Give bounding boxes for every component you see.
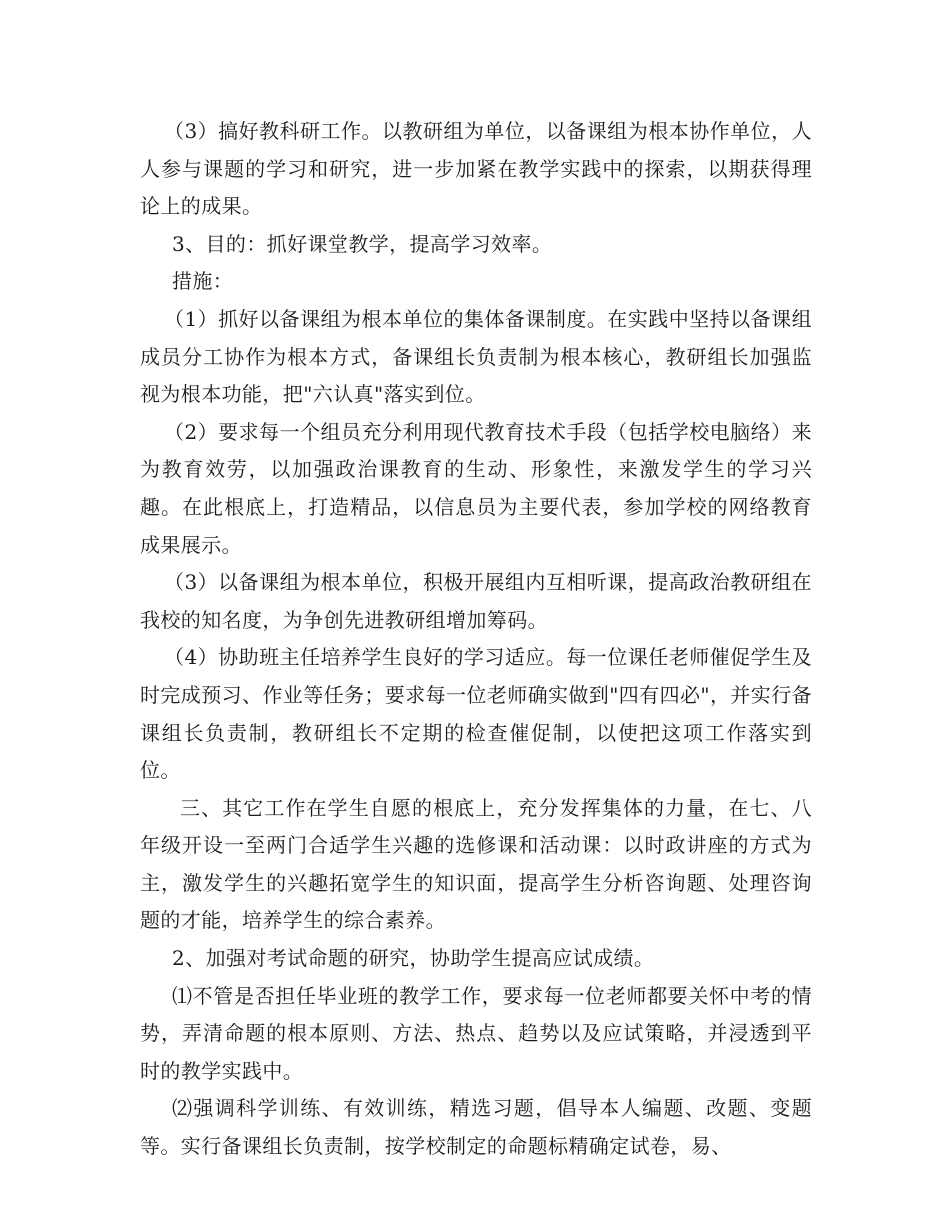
paragraph-exam-item-2: ⑵强调科学训练、有效训练，精选习题，倡导本人编题、改题、变题等。实行备课组长负责制，按学校制定的命题标精确定试卷，易、 bbox=[140, 1096, 812, 1159]
paragraph-measure-4: （4）协助班主任培养学生良好的学习适应。每一位课任老师催促学生及时完成预习、作业等任务；要求每一位老师确实做到"四有四必"，并实行备课组长负责制，教研组长不定期的检查催促制，以使把这项工作落实到位。 bbox=[140, 645, 812, 783]
paragraph-research-work: （3）搞好教科研工作。以教研组为单位，以备课组为根本协作单位，人人参与课题的学习和研究，进一步加紧在教学实践中的探索，以期获得理论上的成果。 bbox=[140, 119, 812, 219]
paragraph-measure-1: （1）抓好以备课组为根本单位的集体备课制度。在实践中坚持以备课组成员分工协作为根本方式，备课组长负责制为根本核心，教研组长加强监视为根本功能，把"六认真"落实到位。 bbox=[140, 306, 812, 407]
paragraph-exam-item-1: ⑴不管是否担任毕业班的教学工作，要求每一位老师都要关怀中考的情势，弄清命题的根本原则、方法、热点、趋势以及应试策略，并浸透到平时的教学实践中。 bbox=[140, 983, 812, 1083]
paragraph-other-work: 三、其它工作在学生自愿的根底上，充分发挥集体的力量，在七、八年级开设一至两门合适学生兴趣的选修课和活动课：以时政讲座的方式为主，激发学生的兴趣拓宽学生的知识面，提高学生分析咨询题、处理咨询题的才能，培养学生的综合素养。 bbox=[140, 795, 812, 933]
document-body bbox=[140, 113, 812, 1166]
paragraph-measures-heading: 措施： bbox=[172, 269, 234, 294]
paragraph-measure-3: （3）以备课组为根本单位，积极开展组内互相听课，提高政治教研组在我校的知名度，为争创先进教研组增加筹码。 bbox=[140, 570, 812, 632]
paragraph-exam-research: 2、加强对考试命题的研究，协助学生提高应试成绩。 bbox=[172, 946, 655, 971]
paragraph-goal-3: 3、目的：抓好课堂教学，提高学习效率。 bbox=[172, 231, 553, 256]
paragraph-measure-2: （2）要求每一个组员充分利用现代教育技术手段（包括学校电脑络）来为教育效劳，以加强政治课教育的生动、形象性，来激发学生的学习兴趣。在此根底上，打造精品，以信息员为主要代表，参加学校的网络教育成果展示。 bbox=[140, 419, 812, 557]
